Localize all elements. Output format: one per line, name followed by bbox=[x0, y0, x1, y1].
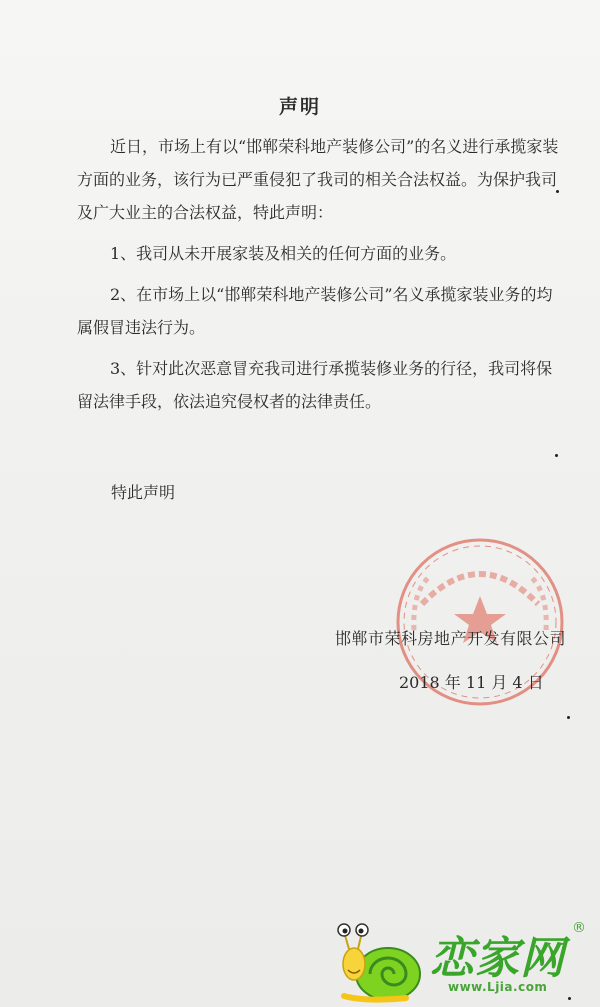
scan-speck bbox=[556, 190, 559, 193]
paragraph-item-2: 2、在市场上以“邯郸荣科地产装修公司”名义承揽家装业务的均属假冒违法行为。 bbox=[77, 285, 553, 337]
scan-speck bbox=[555, 454, 558, 457]
issuer-company-name: 邯郸市荣科房地产开发有限公司 bbox=[334, 629, 566, 648]
document-title: 声明 bbox=[278, 96, 321, 118]
watermark-brand-text: 恋家网 bbox=[430, 933, 565, 984]
paragraph-item-3: 3、针对此次恶意冒充我司进行承揽装修业务的行径，我司将保留法律手段，依法追究侵权者的法律责任。 bbox=[77, 359, 553, 411]
watermark-url: www.Ljia.com bbox=[448, 980, 548, 994]
issue-date: 2018 年 11 月 4 日 bbox=[399, 673, 544, 692]
watermark-logo bbox=[336, 918, 596, 1004]
closing-statement: 特此声明 bbox=[111, 483, 176, 502]
scan-speck bbox=[567, 716, 570, 719]
snail-mascot-icon bbox=[336, 918, 432, 1004]
paragraph-intro: 近日，市场上有以“邯郸荣科地产装修公司”的名义进行承揽家装方面的业务，该行为已严重侵犯了我司的相关合法权益。为保护我司及广大业主的合法权益，特此声明： bbox=[77, 137, 559, 222]
paragraph-item-1: 1、我司从未开展家装及相关的任何方面的业务。 bbox=[110, 244, 457, 263]
registered-mark: ® bbox=[572, 920, 586, 936]
document-body bbox=[77, 130, 567, 418]
